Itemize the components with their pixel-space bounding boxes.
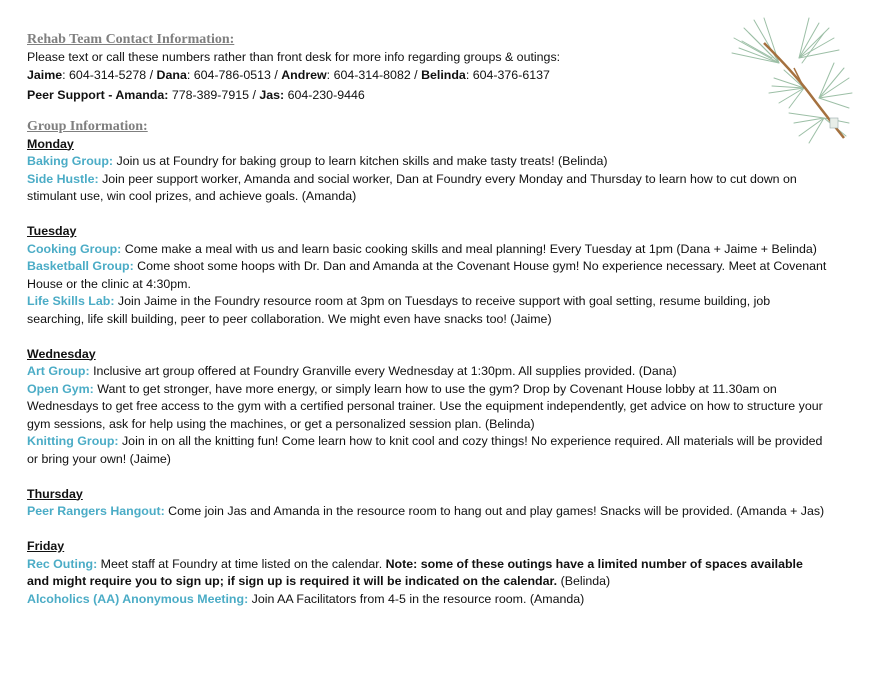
group-item: Basketball Group: Come shoot some hoops with Dr. Dan and Amanda at the Covenant House gym! No experience necessary. Meet at Covenant House or the clinic at 4:30pm. bbox=[27, 259, 827, 291]
group-item: Peer Rangers Hangout: Come join Jas and Amanda in the resource room to hang out and play games! Snacks will be provided. (Amanda + Jas) bbox=[27, 504, 825, 518]
group-item: Side Hustle: Join peer support worker, Amanda and social worker, Dan at Foundry every Monday and Thursday to learn how to cut down on stimulant use, win cool prizes, and achieve goals. (Amanda) bbox=[27, 171, 797, 203]
group-item: Art Group: Inclusive art group offered at Foundry Granville every Wednesday at 1:30pm. All supplies provided. (Dana) bbox=[27, 364, 677, 378]
group-item: Baking Group: Join us at Foundry for baking group to learn kitchen skills and make tasty treats! (Belinda) bbox=[27, 154, 608, 168]
branch-tag bbox=[830, 118, 838, 128]
staff-phone-line: Jaime: 604-314-5278 / Dana: 604-786-0513 / Andrew: 604-314-8082 / Belinda: 604-376-6137 bbox=[27, 67, 550, 82]
group-item: Knitting Group: Join in on all the knitting fun! Come learn how to knit cool and cozy things! No experience required. All materials will be provided or bring your own! (Jaime) bbox=[27, 434, 823, 466]
group-item: Rec Outing: Meet staff at Foundry at time listed on the calendar. Note: some of these outings have a limited number of spaces available and might require you to sign up; if sign up is required it will be indicated on the calendar. (Belinda) bbox=[27, 556, 803, 588]
day-heading-wednesday: Wednesday bbox=[27, 346, 96, 361]
day-heading-friday: Friday bbox=[27, 539, 65, 553]
contact-intro: Please text or call these numbers rather than front desk for more info regarding groups & outings: bbox=[27, 50, 561, 64]
document-page bbox=[27, 31, 827, 608]
group-item: Life Skills Lab: Join Jaime in the Foundry resource room at 3pm on Tuesdays to receive support with goal setting, resume building, job searching, life skill building, peer to peer collaboration. We might even have snacks too! (Jaime) bbox=[27, 294, 771, 326]
group-item: Open Gym: Want to get stronger, have more energy, or simply learn how to use the gym? Drop by Covenant House lobby at 11.30am on Wednesdays to get free access to the gym with a certified personal trainer. Use the equipment independently, get advice on how to structure your gym sessions, ask for help using the machines, or get a personalized session plan. (Belinda) bbox=[27, 381, 823, 431]
day-heading-monday: Monday bbox=[27, 136, 74, 151]
group-item: Cooking Group: Come make a meal with us and learn basic cooking skills and meal planning! Every Tuesday at 1pm (Dana + Jaime + Belinda) bbox=[27, 241, 817, 256]
group-item: Alcoholics (AA) Anonymous Meeting: Join AA Facilitators from 4-5 in the resource room. (Amanda) bbox=[27, 591, 585, 606]
day-heading-thursday: Thursday bbox=[27, 486, 83, 501]
group-info-heading: Group Information: bbox=[27, 118, 148, 134]
peer-support-line: Peer Support - Amanda: 778-389-7915 / Jas: 604-230-9446 bbox=[27, 88, 365, 102]
day-heading-tuesday: Tuesday bbox=[27, 224, 77, 238]
contact-heading: Rehab Team Contact Information: bbox=[27, 32, 235, 47]
